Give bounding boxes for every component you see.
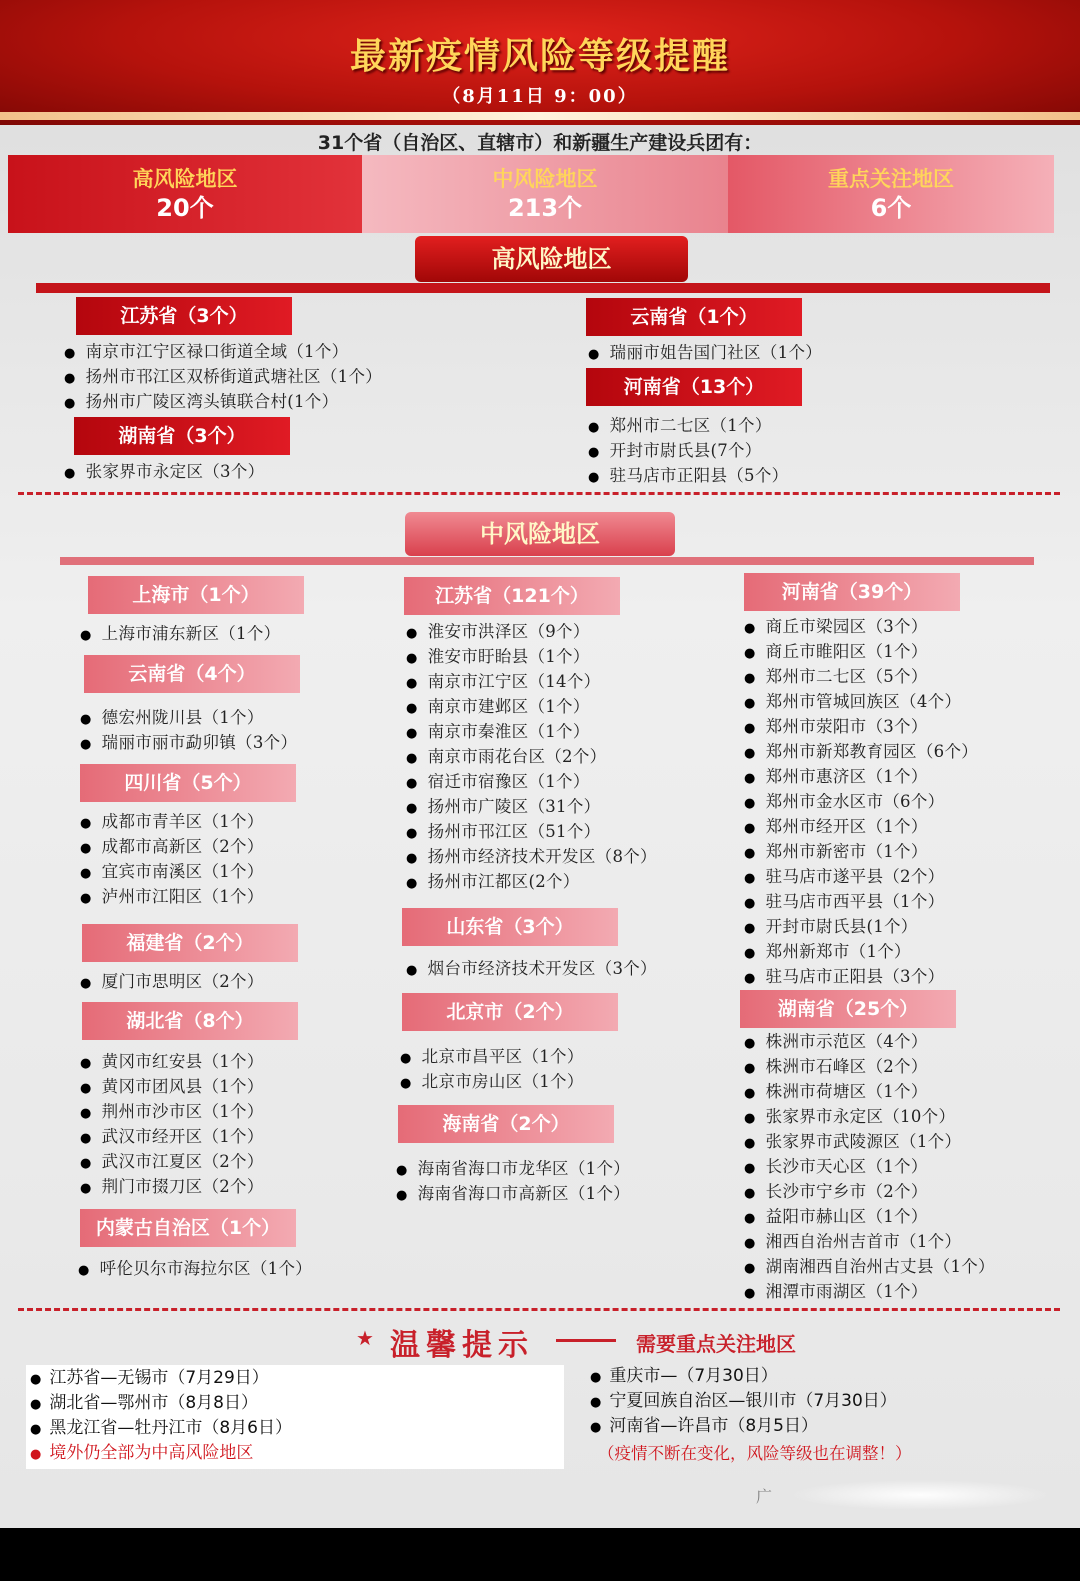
list-item: ● 郑州新郑市（1个） (744, 939, 978, 964)
mid-henan-header: 河南省（39个） (744, 573, 960, 611)
list-item: ● 湖南湘西自治州古丈县（1个） (744, 1254, 995, 1279)
list-item: ● 湘西自治州吉首市（1个） (744, 1229, 995, 1254)
mid-neimenggu-header: 内蒙古自治区（1个） (80, 1209, 296, 1247)
list-item: ● 北京市房山区（1个） (400, 1069, 584, 1094)
list-item: ● 宿迁市宿豫区（1个） (406, 769, 657, 794)
list-item: ● 海南省海口市高新区（1个） (396, 1181, 630, 1206)
list-item: ● 北京市昌平区（1个） (400, 1044, 584, 1069)
mid-hainan-list (396, 1156, 630, 1206)
tips-right-list (590, 1364, 897, 1439)
list-item: ● 重庆市—（7月30日） (590, 1364, 897, 1389)
list-item: ● 驻马店市遂平县（2个） (744, 864, 978, 889)
list-item: ● 株洲市石峰区（2个） (744, 1054, 995, 1079)
list-item: ● 株洲市示范区（4个） (744, 1029, 995, 1054)
list-item: ● 南京市秦淮区（1个） (406, 719, 657, 744)
high-risk-label: 高风险地区 (132, 167, 238, 191)
mid-beijing-list (400, 1044, 584, 1094)
mid-sichuan-header: 四川省（5个） (80, 764, 296, 802)
update-time: （8月11日 9：00） (442, 86, 638, 107)
source-watermark: 广 (756, 1487, 773, 1506)
mid-fujian-list (80, 969, 264, 994)
high-henan-header: 河南省（13个） (586, 368, 802, 406)
mid-shanghai-list (80, 621, 280, 646)
list-item: ● 开封市尉氏县(1个） (744, 914, 978, 939)
mid-risk-count: 213个 (507, 194, 583, 222)
list-item: ● 江苏省—无锡市（7月29日） (30, 1366, 292, 1391)
section-dashed-divider (18, 492, 1060, 495)
mid-hunan-list (744, 1029, 995, 1304)
list-item: ● 德宏州陇川县（1个） (80, 705, 297, 730)
header-banner (0, 0, 1080, 125)
list-item: ● 厦门市思明区（2个） (80, 969, 264, 994)
list-item: ● 武汉市江夏区（2个） (80, 1149, 264, 1174)
page-title: 最新疫情风险等级提醒 (349, 35, 730, 77)
mid-risk-label: 中风险地区 (492, 167, 598, 191)
high-risk-section-title: 高风险地区 (415, 236, 688, 282)
mid-yunnan-list (80, 705, 297, 755)
list-item: ● 烟台市经济技术开发区（3个） (406, 956, 657, 981)
mid-sichuan-list (80, 809, 264, 909)
star-icon: ★ (356, 1326, 374, 1350)
list-item: ● 扬州市江都区(2个） (406, 869, 657, 894)
mid-shandong-list (406, 956, 657, 981)
list-item: ● 武汉市经开区（1个） (80, 1124, 264, 1149)
high-jiangsu-list (64, 339, 382, 414)
list-item: ● 淮安市洪泽区（9个） (406, 619, 657, 644)
high-risk-divider-bar (36, 283, 1050, 293)
list-item: ● 长沙市天心区（1个） (744, 1154, 995, 1179)
list-item: ● 黄冈市团风县（1个） (80, 1074, 264, 1099)
mid-hubei-list (80, 1049, 264, 1199)
list-item: ● 扬州市邗江区（51个） (406, 819, 657, 844)
list-item: ● 扬州市经济技术开发区（8个） (406, 844, 657, 869)
high-jiangsu-header: 江苏省（3个） (76, 297, 292, 335)
list-item: ● 郑州市惠济区（1个） (744, 764, 978, 789)
list-item: ● 郑州市二七区（5个） (744, 664, 978, 689)
list-item: ● 张家界市永定区（10个） (744, 1104, 995, 1129)
watermark-smear (790, 1480, 1050, 1510)
list-item: ● 河南省—许昌市（8月5日） (590, 1414, 897, 1439)
mid-risk-divider-bar (60, 557, 1034, 565)
list-item: ● 张家界市武陵源区（1个） (744, 1129, 995, 1154)
list-item: ● 扬州市广陵区湾头镇联合村(1个） (64, 389, 382, 414)
list-item: ● 泸州市江阳区（1个） (80, 884, 264, 909)
list-item: ● 淮安市盱眙县（1个） (406, 644, 657, 669)
list-item: ● 成都市高新区（2个） (80, 834, 264, 859)
mid-shandong-header: 山东省（3个） (402, 908, 618, 946)
list-item: ● 成都市青羊区（1个） (80, 809, 264, 834)
list-item: ● 湖北省—鄂州市（8月8日） (30, 1391, 292, 1416)
mid-hubei-header: 湖北省（8个） (82, 1002, 298, 1040)
mid-henan-list (744, 614, 978, 989)
list-item: ● 瑞丽市姐告国门社区（1个） (588, 340, 822, 365)
focus-area-count-box (728, 155, 1054, 233)
list-item: ● 郑州市管城回族区（4个） (744, 689, 978, 714)
high-hunan-list (64, 459, 264, 484)
list-item: ● 南京市雨花台区（2个） (406, 744, 657, 769)
mid-jiangsu-list (406, 619, 657, 894)
risk-change-note: （疫情不断在变化，风险等级也在调整！） (598, 1444, 912, 1463)
overseas-warning: ● 境外仍全部为中高风险地区 (30, 1441, 292, 1466)
tips-title: 温馨提示 (390, 1328, 534, 1363)
list-item: ● 郑州市新密市（1个） (744, 839, 978, 864)
list-item: ● 张家界市永定区（3个） (64, 459, 264, 484)
tips-dashed-divider (18, 1308, 1060, 1311)
summary-line: 31个省（自治区、直辖市）和新疆生产建设兵团有： (317, 132, 763, 154)
list-item: ● 郑州市荥阳市（3个） (744, 714, 978, 739)
list-item: ● 驻马店市正阳县（3个） (744, 964, 978, 989)
list-item: ● 株洲市荷塘区（1个） (744, 1079, 995, 1104)
high-hunan-header: 湖南省（3个） (74, 417, 290, 455)
mid-risk-section-title: 中风险地区 (405, 512, 675, 556)
mid-jiangsu-header: 江苏省（121个） (404, 577, 620, 615)
list-item: ● 商丘市睢阳区（1个） (744, 639, 978, 664)
list-item: ● 郑州市金水区市（6个） (744, 789, 978, 814)
mid-fujian-header: 福建省（2个） (82, 924, 298, 962)
mid-hainan-header: 海南省（2个） (398, 1105, 614, 1143)
high-yunnan-header: 云南省（1个） (586, 298, 802, 336)
focus-area-count: 6个 (870, 194, 912, 222)
list-item: ● 长沙市宁乡市（2个） (744, 1179, 995, 1204)
list-item: ● 南京市江宁区（14个） (406, 669, 657, 694)
mid-neimenggu-list (78, 1256, 312, 1281)
list-item: ● 黄冈市红安县（1个） (80, 1049, 264, 1074)
list-item: ● 益阳市赫山区（1个） (744, 1204, 995, 1229)
list-item: ● 宁夏回族自治区—银川市（7月30日） (590, 1389, 897, 1414)
list-item: ● 荆州市沙市区（1个） (80, 1099, 264, 1124)
list-item: ● 商丘市梁园区（3个） (744, 614, 978, 639)
tips-dash-line (556, 1339, 616, 1342)
high-risk-count-box (8, 155, 362, 233)
list-item: ● 驻马店市西平县（1个） (744, 889, 978, 914)
list-item: ● 湘潭市雨湖区（1个） (744, 1279, 995, 1304)
list-item: ● 南京市江宁区禄口街道全域（1个） (64, 339, 382, 364)
list-item: ● 呼伦贝尔市海拉尔区（1个） (78, 1256, 312, 1281)
mid-beijing-header: 北京市（2个） (402, 993, 618, 1031)
mid-yunnan-header: 云南省（4个） (84, 655, 300, 693)
list-item: ● 郑州市新郑教育园区（6个） (744, 739, 978, 764)
list-item: ● 扬州市邗江区双桥街道武塘社区（1个） (64, 364, 382, 389)
tips-subtitle: 需要重点关注地区 (636, 1332, 796, 1356)
high-yunnan-list (588, 340, 822, 365)
high-risk-count: 20个 (156, 194, 214, 222)
list-item: ● 驻马店市正阳县（5个） (588, 463, 788, 488)
list-item: ● 扬州市广陵区（31个） (406, 794, 657, 819)
list-item: ● 瑞丽市丽市勐卯镇（3个） (80, 730, 297, 755)
high-henan-list (588, 413, 788, 488)
mid-risk-count-box (362, 155, 728, 233)
mid-hunan-header: 湖南省（25个） (740, 990, 956, 1028)
focus-area-label: 重点关注地区 (828, 167, 954, 191)
list-item: ● 海南省海口市龙华区（1个） (396, 1156, 630, 1181)
mid-shanghai-header: 上海市（1个） (88, 576, 304, 614)
list-item: ● 荆门市掇刀区（2个） (80, 1174, 264, 1199)
list-item: ● 郑州市经开区（1个） (744, 814, 978, 839)
list-item: ● 开封市尉氏县(7个） (588, 438, 788, 463)
list-item: ● 南京市建邺区（1个） (406, 694, 657, 719)
list-item: ● 黑龙江省—牡丹江市（8月6日） (30, 1416, 292, 1441)
list-item: ● 上海市浦东新区（1个） (80, 621, 280, 646)
list-item: ● 郑州市二七区（1个） (588, 413, 788, 438)
list-item: ● 宜宾市南溪区（1个） (80, 859, 264, 884)
tips-left-list (30, 1366, 292, 1466)
header-gold-rule (0, 112, 1080, 120)
